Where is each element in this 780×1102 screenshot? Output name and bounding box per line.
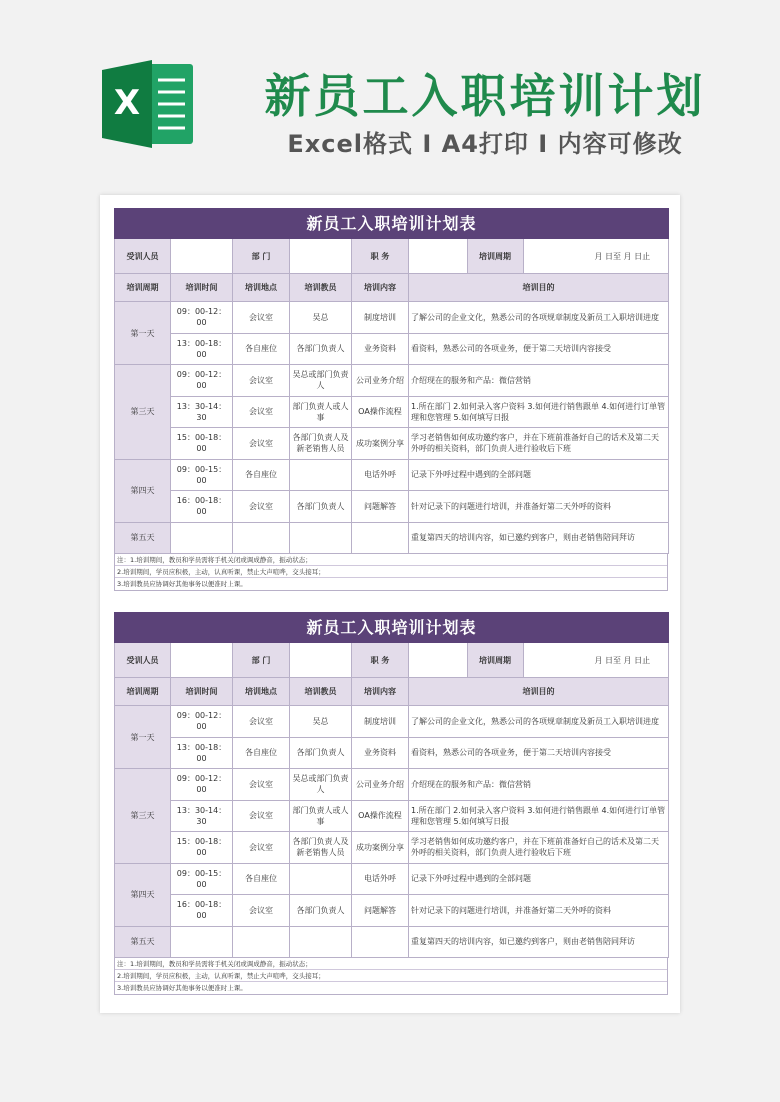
place-cell[interactable]: 各自座位	[233, 459, 290, 491]
place-cell[interactable]: 会议室	[233, 895, 290, 927]
time-cell[interactable]: 13：30-14：30	[171, 396, 233, 428]
content-cell[interactable]: OA操作流程	[352, 800, 409, 832]
period-value[interactable]: 月 日至 月 日止	[594, 251, 651, 261]
teacher-cell[interactable]: 各部门负责人	[290, 491, 352, 523]
teacher-cell[interactable]: 吴总或部门负责人	[290, 365, 352, 397]
place-cell[interactable]: 会议室	[233, 365, 290, 397]
table-row	[115, 895, 669, 927]
dept-label: 部 门	[233, 643, 290, 678]
day-cell: 第一天	[115, 706, 171, 769]
period-label: 培训周期	[467, 643, 523, 677]
column-header: 培训教员	[290, 274, 352, 302]
day-cell: 第三天	[115, 769, 171, 864]
time-cell[interactable]: 09：00-12：00	[171, 706, 233, 738]
place-cell[interactable]: 会议室	[233, 832, 290, 864]
table-row	[115, 522, 669, 554]
dept-value[interactable]	[290, 643, 352, 678]
table-row	[115, 459, 669, 491]
teacher-cell[interactable]: 各部门负责人	[290, 895, 352, 927]
column-header: 培训周期	[115, 274, 171, 302]
column-header: 培训地点	[233, 678, 290, 706]
goal-cell[interactable]: 介绍现在的服务和产品：微信营销	[409, 365, 669, 397]
place-cell[interactable]	[233, 926, 290, 958]
content-cell[interactable]: 电话外呼	[352, 459, 409, 491]
teacher-cell[interactable]	[290, 522, 352, 554]
page-subtitle: Excel格式 I A4打印 I 内容可修改	[287, 130, 683, 158]
time-cell[interactable]: 16：00-18：00	[171, 491, 233, 523]
table-row	[115, 365, 669, 397]
time-cell[interactable]	[171, 926, 233, 958]
notes	[114, 554, 668, 591]
place-cell[interactable]: 各自座位	[233, 737, 290, 769]
position-label: 职 务	[352, 239, 409, 274]
header	[0, 0, 780, 180]
table-row	[115, 302, 669, 334]
teacher-cell[interactable]: 吴总	[290, 706, 352, 738]
goal-cell[interactable]: 重复第四天的培训内容，如已邀约到客户，则由老销售陪同拜访	[409, 522, 669, 554]
place-cell[interactable]: 会议室	[233, 800, 290, 832]
content-cell[interactable]	[352, 522, 409, 554]
content-cell[interactable]: 制度培训	[352, 706, 409, 738]
goal-cell[interactable]: 看资料，熟悉公司的各项业务，便于第二天培训内容接受	[409, 333, 669, 365]
table-row	[115, 491, 669, 523]
time-cell[interactable]: 09：00-15：00	[171, 459, 233, 491]
period-label: 培训周期	[467, 239, 523, 273]
time-cell[interactable]: 09：00-12：00	[171, 365, 233, 397]
svg-text:X: X	[113, 83, 141, 123]
table-row	[115, 769, 669, 801]
position-label: 职 务	[352, 643, 409, 678]
column-header: 培训地点	[233, 274, 290, 302]
goal-cell[interactable]: 学习老销售如何成功邀约客户，并在下班前准备好自己的话术及第二天外呼的相关资料，部门负责人进行验收后下班	[409, 832, 669, 864]
column-header: 培训教员	[290, 678, 352, 706]
dept-label: 部 门	[233, 239, 290, 274]
teacher-cell[interactable]: 部门负责人或人事	[290, 800, 352, 832]
note-line: 2.培训期间，学员应积极，主动，认真听课，禁止大声喧哗，交头接耳；	[115, 566, 667, 578]
place-cell[interactable]	[233, 522, 290, 554]
goal-cell[interactable]: 了解公司的企业文化，熟悉公司的各项规章制度及新员工入职培训进度	[409, 302, 669, 334]
table-row	[115, 428, 669, 460]
goal-cell[interactable]: 针对记录下的问题进行培训，并准备好第二天外呼的资料	[409, 491, 669, 523]
goal-cell[interactable]: 看资料，熟悉公司的各项业务，便于第二天培训内容接受	[409, 737, 669, 769]
goal-cell[interactable]: 了解公司的企业文化，熟悉公司的各项规章制度及新员工入职培训进度	[409, 706, 669, 738]
table-row	[115, 832, 669, 864]
page-title: 新员工入职培训计划	[264, 69, 706, 123]
note-line: 注：1.培训期间，教员和学员需将手机关闭或调成静音，振动状态；	[115, 958, 667, 970]
teacher-cell[interactable]: 各部门负责人及新老销售人员	[290, 832, 352, 864]
note-line: 3.培训教员应协调好其他事务以便准时上课。	[117, 580, 247, 588]
teacher-cell[interactable]: 吴总	[290, 302, 352, 334]
day-cell: 第五天	[115, 522, 171, 554]
time-cell[interactable]	[171, 522, 233, 554]
place-cell[interactable]: 会议室	[233, 396, 290, 428]
table-row	[115, 926, 669, 958]
table-title: 新员工入职培训计划表	[115, 613, 669, 643]
table-row	[115, 706, 669, 738]
note-line: 2.培训期间，学员应积极，主动，认真听课，禁止大声喧哗，交头接耳；	[115, 970, 667, 982]
goal-cell[interactable]: 记录下外呼过程中遇到的全部问题	[409, 863, 669, 895]
time-cell[interactable]: 13：00-18：00	[171, 737, 233, 769]
goal-cell[interactable]: 针对记录下的问题进行培训，并准备好第二天外呼的资料	[409, 895, 669, 927]
training-table-2	[114, 612, 668, 995]
goal-cell[interactable]: 记录下外呼过程中遇到的全部问题	[409, 459, 669, 491]
trainee-label: 受训人员	[115, 239, 171, 274]
teacher-cell[interactable]	[290, 926, 352, 958]
trainee-value[interactable]	[171, 643, 233, 678]
teacher-cell[interactable]	[290, 863, 352, 895]
day-cell: 第四天	[115, 863, 171, 926]
place-cell[interactable]: 各自座位	[233, 333, 290, 365]
content-cell[interactable]: 公司业务介绍	[352, 769, 409, 801]
notes	[114, 958, 668, 995]
time-cell[interactable]: 09：00-12：00	[171, 769, 233, 801]
time-cell[interactable]: 13：30-14：30	[171, 800, 233, 832]
table-row	[115, 333, 669, 365]
goal-cell[interactable]: 1.所在部门 2.如何录入客户资料 3.如何进行销售跟单 4.如何进行订单管理和您管理 5.如何填写日报	[409, 396, 669, 428]
position-value[interactable]	[409, 239, 467, 273]
goal-cell[interactable]: 学习老销售如何成功邀约客户，并在下班前准备好自己的话术及第二天外呼的相关资料，部门负责人进行验收后下班	[409, 428, 669, 460]
training-plan-table	[114, 208, 669, 554]
training-table-1	[114, 208, 668, 591]
trainee-value[interactable]	[171, 239, 233, 274]
place-cell[interactable]: 会议室	[233, 769, 290, 801]
note-line: 3.培训教员应协调好其他事务以便准时上课。	[117, 984, 247, 992]
teacher-cell[interactable]: 各部门负责人	[290, 333, 352, 365]
time-cell[interactable]: 09：00-15：00	[171, 863, 233, 895]
place-cell[interactable]: 会议室	[233, 302, 290, 334]
note-line: 注：1.培训期间，教员和学员需将手机关闭或调成静音，振动状态；	[115, 554, 667, 566]
column-header: 培训目的	[409, 274, 669, 302]
content-cell[interactable]: 业务资料	[352, 333, 409, 365]
content-cell[interactable]	[352, 926, 409, 958]
place-cell[interactable]: 各自座位	[233, 863, 290, 895]
table-row	[115, 396, 669, 428]
column-header: 培训时间	[171, 678, 233, 706]
table-row	[115, 737, 669, 769]
column-header: 培训周期	[115, 678, 171, 706]
content-cell[interactable]: 公司业务介绍	[352, 365, 409, 397]
column-header: 培训目的	[409, 678, 669, 706]
excel-logo-icon	[100, 58, 195, 150]
dept-value[interactable]	[290, 239, 352, 274]
teacher-cell[interactable]	[290, 459, 352, 491]
column-header: 培训时间	[171, 274, 233, 302]
time-cell[interactable]: 15：00-18：00	[171, 428, 233, 460]
teacher-cell[interactable]: 部门负责人或人事	[290, 396, 352, 428]
day-cell: 第一天	[115, 302, 171, 365]
time-cell[interactable]: 16：00-18：00	[171, 895, 233, 927]
goal-cell[interactable]: 1.所在部门 2.如何录入客户资料 3.如何进行销售跟单 4.如何进行订单管理和您管理 5.如何填写日报	[409, 800, 669, 832]
period-value[interactable]: 月 日至 月 日止	[594, 655, 651, 665]
column-header: 培训内容	[352, 678, 409, 706]
content-cell[interactable]: 电话外呼	[352, 863, 409, 895]
day-cell: 第三天	[115, 365, 171, 460]
document-page	[100, 195, 680, 1013]
content-cell[interactable]: OA操作流程	[352, 396, 409, 428]
table-row	[115, 800, 669, 832]
day-cell: 第五天	[115, 926, 171, 958]
content-cell[interactable]: 制度培训	[352, 302, 409, 334]
place-cell[interactable]: 会议室	[233, 491, 290, 523]
content-cell[interactable]: 成功案例分享	[352, 428, 409, 460]
day-cell: 第四天	[115, 459, 171, 522]
time-cell[interactable]: 15：00-18：00	[171, 832, 233, 864]
goal-cell[interactable]: 重复第四天的培训内容，如已邀约到客户，则由老销售陪同拜访	[409, 926, 669, 958]
content-cell[interactable]: 问题解答	[352, 895, 409, 927]
table-row	[115, 863, 669, 895]
content-cell[interactable]: 问题解答	[352, 491, 409, 523]
position-value[interactable]	[409, 643, 467, 677]
place-cell[interactable]: 会议室	[233, 706, 290, 738]
place-cell[interactable]: 会议室	[233, 428, 290, 460]
time-cell[interactable]: 09：00-12：00	[171, 302, 233, 334]
training-plan-table	[114, 612, 669, 958]
time-cell[interactable]: 13：00-18：00	[171, 333, 233, 365]
goal-cell[interactable]: 介绍现在的服务和产品：微信营销	[409, 769, 669, 801]
content-cell[interactable]: 成功案例分享	[352, 832, 409, 864]
trainee-label: 受训人员	[115, 643, 171, 678]
table-title: 新员工入职培训计划表	[115, 209, 669, 239]
teacher-cell[interactable]: 各部门负责人	[290, 737, 352, 769]
teacher-cell[interactable]: 吴总或部门负责人	[290, 769, 352, 801]
teacher-cell[interactable]: 各部门负责人及新老销售人员	[290, 428, 352, 460]
content-cell[interactable]: 业务资料	[352, 737, 409, 769]
column-header: 培训内容	[352, 274, 409, 302]
